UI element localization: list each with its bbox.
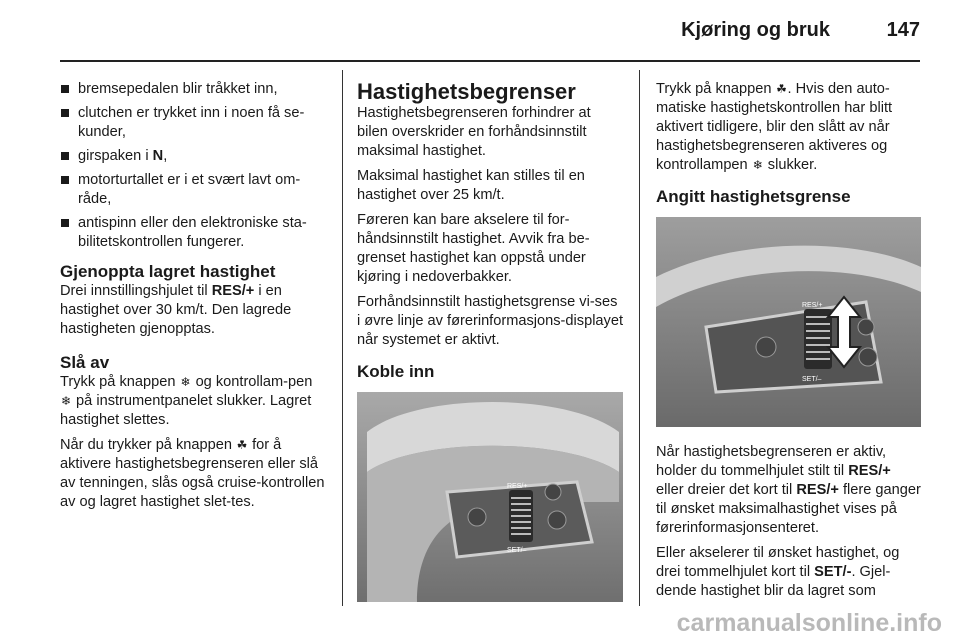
- column-divider-2: [639, 70, 640, 606]
- page-header: [0, 0, 960, 60]
- list-item: clutchen er trykket inn i noen få se-kunder,: [60, 104, 326, 142]
- limiter-paragraph-4: Forhåndsinnstilt hastighetsgrense vi-ses i øvre linje av førerinformasjons-displayet når systemet er aktivt.: [357, 294, 624, 348]
- watermark: carmanualsonline.info: [676, 609, 942, 637]
- svg-text:RES/+: RES/+: [507, 483, 528, 490]
- limiter-title: Hastighetsbegrenser: [357, 79, 576, 104]
- thumbwheel-illustration: [656, 217, 921, 427]
- steering-wheel-figure: [357, 392, 623, 602]
- svg-text:SET/–: SET/–: [802, 376, 822, 383]
- speed-limiter-icon: ☘: [236, 438, 248, 452]
- cruise-control-icon: ❄: [180, 375, 191, 389]
- cruise-control-icon: ❄: [60, 394, 72, 408]
- off-heading: Slå av: [60, 353, 110, 372]
- set-paragraph-1: Når hastighetsbegrenseren er aktiv, holder du tommelhjulet stilt til RES/+ eller dreier det kort til RES/+ flere ganger til ønsket maksimalhastighet vises på førerinformasjonsenteret.: [656, 444, 921, 536]
- column-3: [656, 80, 921, 607]
- list-item: antispinn eller den elektroniske sta-bilitetskontrollen fungerer.: [60, 214, 326, 252]
- page-number: 147: [886, 19, 920, 41]
- set-paragraph-2: Eller akselerer til ønsket hastighet, og drei tommelhjulet kort til SET/-. Gjel-dende hastighet blir da lagret som: [656, 545, 900, 599]
- cruise-control-icon: ❄: [752, 158, 763, 172]
- limiter-paragraph-2: Maksimal hastighet kan stilles til en hastighet over 25 km/t.: [357, 168, 585, 203]
- off-paragraph-2: Når du trykker på knappen ☘ for å aktivere hastighetsbegrenseren eller slå av tenningen, slås også cruise-kontrollen av og lagret hastighet slet-tes.: [60, 437, 325, 510]
- svg-text:SET/–: SET/–: [507, 547, 527, 554]
- column-divider-1: [342, 70, 343, 606]
- list-item: girspaken i N,: [60, 147, 326, 166]
- list-item: motorturtallet er i et svært lavt om-råde,: [60, 171, 326, 209]
- limiter-paragraph-3: Føreren kan bare akselere til for-håndsinnstilt hastighet. Avvik fra be-grenset hastighet kan oppstå under kjøring i nedoverbakker.: [357, 212, 590, 285]
- speed-limiter-icon: ☘: [776, 82, 787, 96]
- condition-list: [60, 80, 326, 252]
- header-divider: [60, 60, 920, 62]
- off-paragraph-1: Trykk på knappen ❄ og kontrollam-pen ❄ på instrumentpanelet slukker. Lagret hastighet slettes.: [60, 374, 313, 428]
- svg-text:RES/+: RES/+: [802, 302, 823, 309]
- limiter-paragraph-1: Hastighetsbegrenseren forhindrer at bilen overskrider en forhåndsinnstilt maksimal hastighet.: [357, 105, 591, 159]
- resume-heading: Gjenoppta lagret hastighet: [60, 262, 276, 281]
- column-1: [60, 80, 326, 518]
- engage-paragraph: Trykk på knappen ☘. Hvis den auto-matiske hastighetskontrollen har blitt aktivert tidligere, blir den slått av når hastighetsbegrenseren aktiveres og kontrollampen ❄ slukker.: [656, 81, 893, 173]
- list-item: bremsepedalen blir tråkket inn,: [60, 80, 326, 99]
- thumbwheel-figure: [656, 217, 921, 427]
- engage-heading: Koble inn: [357, 362, 435, 381]
- section-title: Kjøring og bruk: [681, 19, 830, 41]
- column-2: [357, 80, 623, 602]
- set-heading: Angitt hastighetsgrense: [656, 187, 851, 206]
- steering-wheel-illustration: [357, 392, 623, 602]
- resume-paragraph: Drei innstillingshjulet til RES/+ i en hastighet over 30 km/t. Den lagrede hastigheten gjenopptas.: [60, 283, 292, 337]
